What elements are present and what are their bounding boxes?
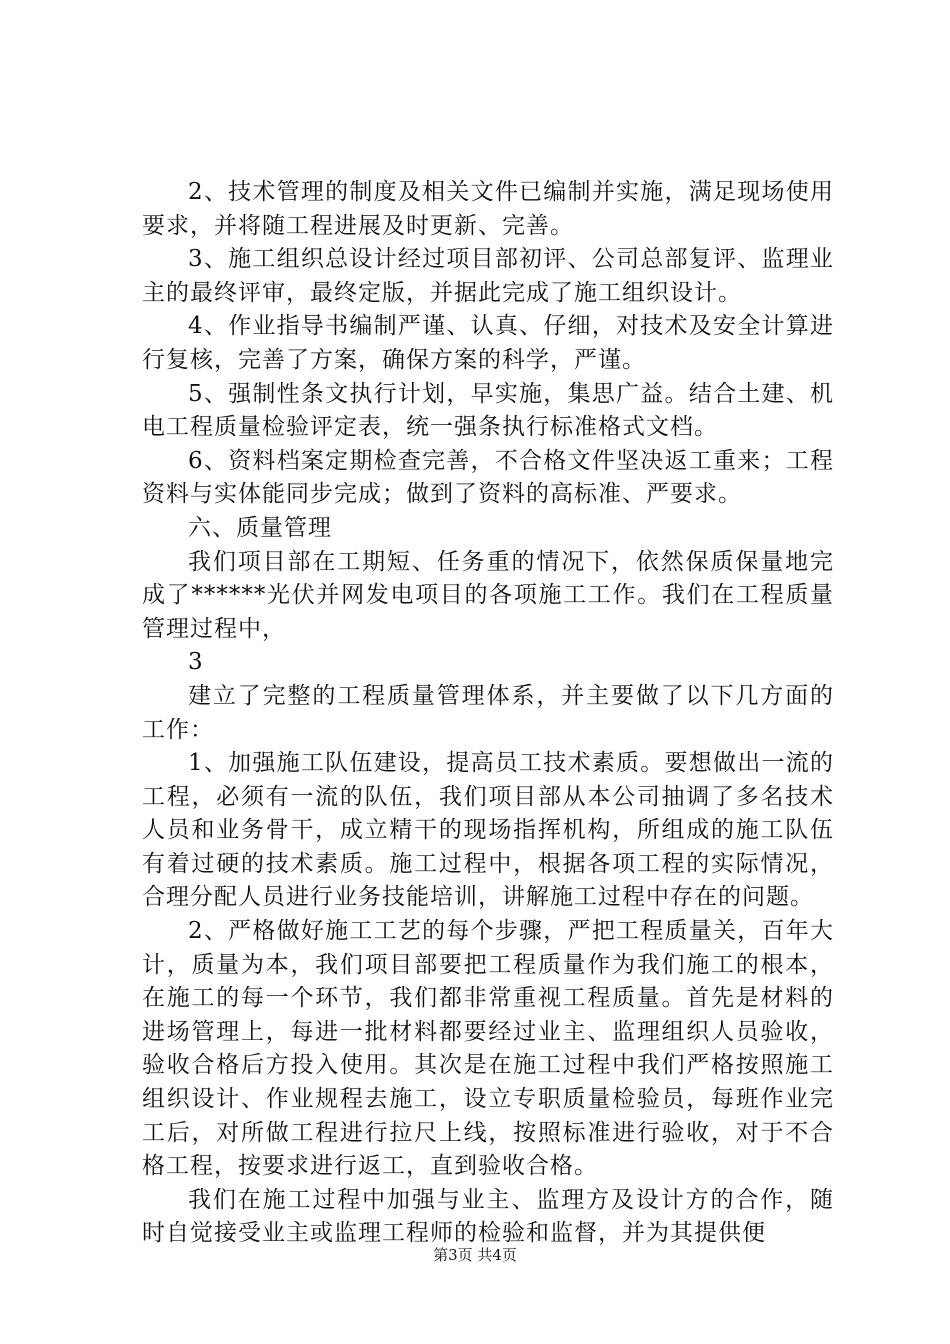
paragraph-quality-system: 建立了完整的工程质量管理体系，并主要做了以下几方面的工作： bbox=[142, 682, 834, 743]
paragraph-cooperation: 我们在施工过程中加强与业主、监理方及设计方的合作，随时自觉接受业主或监理工程师的检验和监督，并为其提供便 bbox=[142, 1186, 834, 1247]
paragraph-mandatory-provisions: 5、强制性条文执行计划，早实施，集思广益。结合土建、机电工程质量检验评定表，统一强条执行标准格式文档。 bbox=[142, 380, 834, 441]
page-number-marker: 3 bbox=[188, 649, 204, 676]
paragraph-construction-design-review: 3、施工组织总设计经过项目部初评、公司总部复评、监理业主的最终评审，最终定版，并据此完成了施工组织设计。 bbox=[142, 246, 834, 306]
paragraph-archive-inspection: 6、资料档案定期检查完善，不合格文件坚决返工重来；工程资料与实体能同步完成；做到了资料的高标准、严要求。 bbox=[142, 447, 834, 508]
section-heading-quality-management: 六、质量管理 bbox=[188, 514, 332, 541]
body-text bbox=[142, 176, 834, 1251]
paragraph-work-instructions: 4、作业指导书编制严谨、认真、仔细，对技术及安全计算进行复核，完善了方案，确保方案的科学，严谨。 bbox=[142, 313, 834, 373]
page-footer: 第3页 共4页 bbox=[433, 1246, 517, 1264]
paragraph-quality-intro: 我们项目部在工期短、任务重的情况下，依然保质保量地完成了******光伏并网发电项目的各项施工工作。我们在工程质量管理过程中， bbox=[142, 548, 834, 642]
paragraph-tech-management-rules: 2、技术管理的制度及相关文件已编制并实施，满足现场使用要求，并将随工程进展及时更新、完善。 bbox=[142, 179, 834, 239]
paragraph-process-control: 2、严格做好施工工艺的每个步骤，严把工程质量关，百年大计，质量为本，我们项目部要把工程质量作为我们施工的根本，在施工的每一个环节，我们都非常重视工程质量。首先是材料的进场管理上，每进一批材料都要经过业主、监理组织人员验收，验收合格后方投入使用。其次是在施工过程中我们严格按照施工组织设计、作业规程去施工，设立专职质量检验员，每班作业完工后，对所做工程进行拉尺上线，按照标准进行验收，对于不合格工程，按要求进行返工，直到验收合格。 bbox=[142, 918, 834, 1180]
paragraph-team-building: 1、加强施工队伍建设，提高员工技术素质。要想做出一流的工程，必须有一流的队伍，我们项目部从本公司抽调了多名技术人员和业务骨干，成立精干的现场指挥机构，所组成的施工队伍有着过硬的技术素质。施工过程中，根据各项工程的实际情况，合理分配人员进行业务技能培训，讲解施工过程中存在的问题。 bbox=[142, 750, 834, 911]
